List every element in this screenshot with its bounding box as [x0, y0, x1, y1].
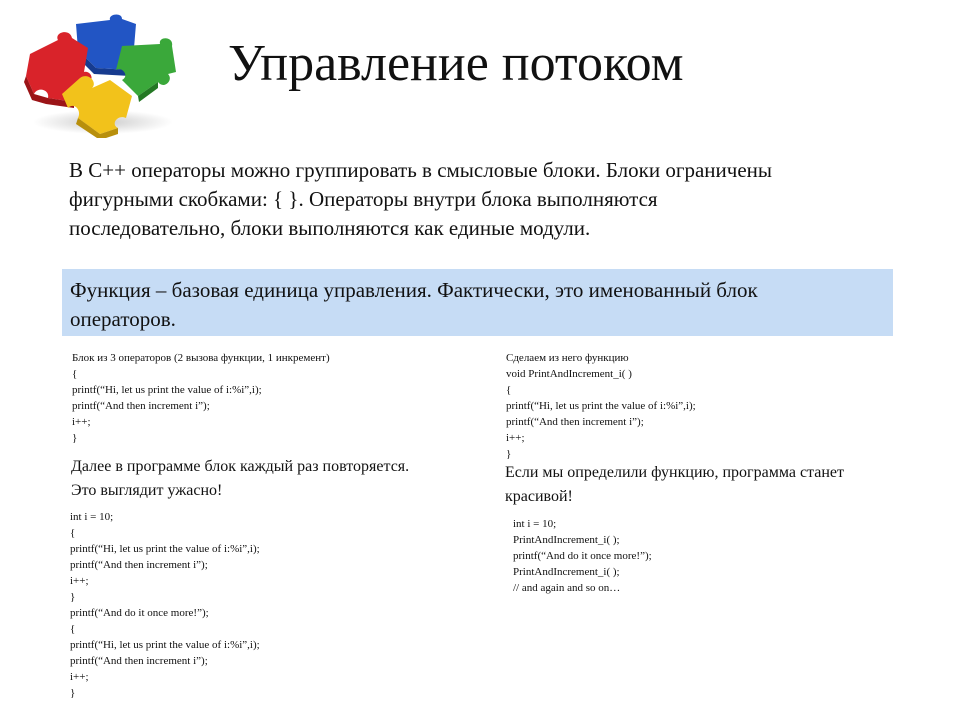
code-line: PrintAndIncrement_i( );: [513, 534, 620, 546]
code-line: printf(“Hi, let us print the value of i:%i”,i);: [72, 384, 262, 396]
note-line: Это выглядит ужасно!: [71, 482, 223, 499]
code-line: i++;: [506, 432, 525, 444]
right-program: [513, 516, 652, 596]
note-line: Далее в программе блок каждый раз повторяется.: [71, 458, 410, 475]
page-title: Управление потоком: [228, 35, 684, 92]
highlight-line: Функция – базовая единица управления. Фактически, это именованный блок: [70, 278, 758, 302]
code-line: int i = 10;: [70, 511, 114, 523]
code-line: Блок из 3 операторов (2 вызова функции, 1 инкремент): [72, 352, 330, 364]
code-line: i++;: [70, 671, 89, 683]
note-line: красивой!: [505, 488, 573, 505]
code-line: Сделаем из него функцию: [506, 352, 629, 364]
intro-line: последовательно, блоки выполняются как единые модули.: [69, 216, 591, 240]
code-line: // and again and so on…: [513, 582, 621, 594]
code-line: }: [506, 448, 512, 460]
code-line: printf(“And then increment i”);: [70, 559, 208, 571]
code-line: {: [72, 368, 78, 380]
code-line: }: [72, 432, 78, 444]
code-line: i++;: [72, 416, 91, 428]
intro-line: В С++ операторы можно группировать в смысловые блоки. Блоки ограничены: [69, 158, 772, 182]
function-definition-box: [62, 269, 893, 336]
code-line: }: [70, 687, 76, 699]
code-line: {: [70, 623, 76, 635]
code-line: printf(“And then increment i”);: [72, 400, 210, 412]
puzzle-logo-icon: [18, 10, 178, 138]
left-code-block: [72, 350, 330, 446]
code-line: printf(“And then increment i”);: [506, 416, 644, 428]
right-code-block: [506, 350, 696, 462]
intro-paragraph: [69, 156, 919, 243]
note-line: Если мы определили функцию, программа станет: [505, 464, 844, 481]
left-note: [71, 455, 409, 503]
left-program: [70, 509, 260, 701]
code-line: PrintAndIncrement_i( );: [513, 566, 620, 578]
code-line: }: [70, 591, 76, 603]
code-line: int i = 10;: [513, 518, 557, 530]
code-line: i++;: [70, 575, 89, 587]
highlight-line: операторов.: [70, 307, 176, 331]
code-line: printf(“And do it once more!”);: [513, 550, 652, 562]
right-note: [505, 461, 844, 509]
code-line: printf(“And do it once more!”);: [70, 607, 209, 619]
code-line: printf(“Hi, let us print the value of i:%i”,i);: [70, 543, 260, 555]
code-line: {: [506, 384, 512, 396]
code-line: printf(“Hi, let us print the value of i:%i”,i);: [506, 400, 696, 412]
code-line: {: [70, 527, 76, 539]
code-line: printf(“And then increment i”);: [70, 655, 208, 667]
code-line: void PrintAndIncrement_i( ): [506, 368, 632, 380]
code-line: printf(“Hi, let us print the value of i:%i”,i);: [70, 639, 260, 651]
intro-line: фигурными скобками: { }. Операторы внутри блока выполняются: [69, 187, 658, 211]
